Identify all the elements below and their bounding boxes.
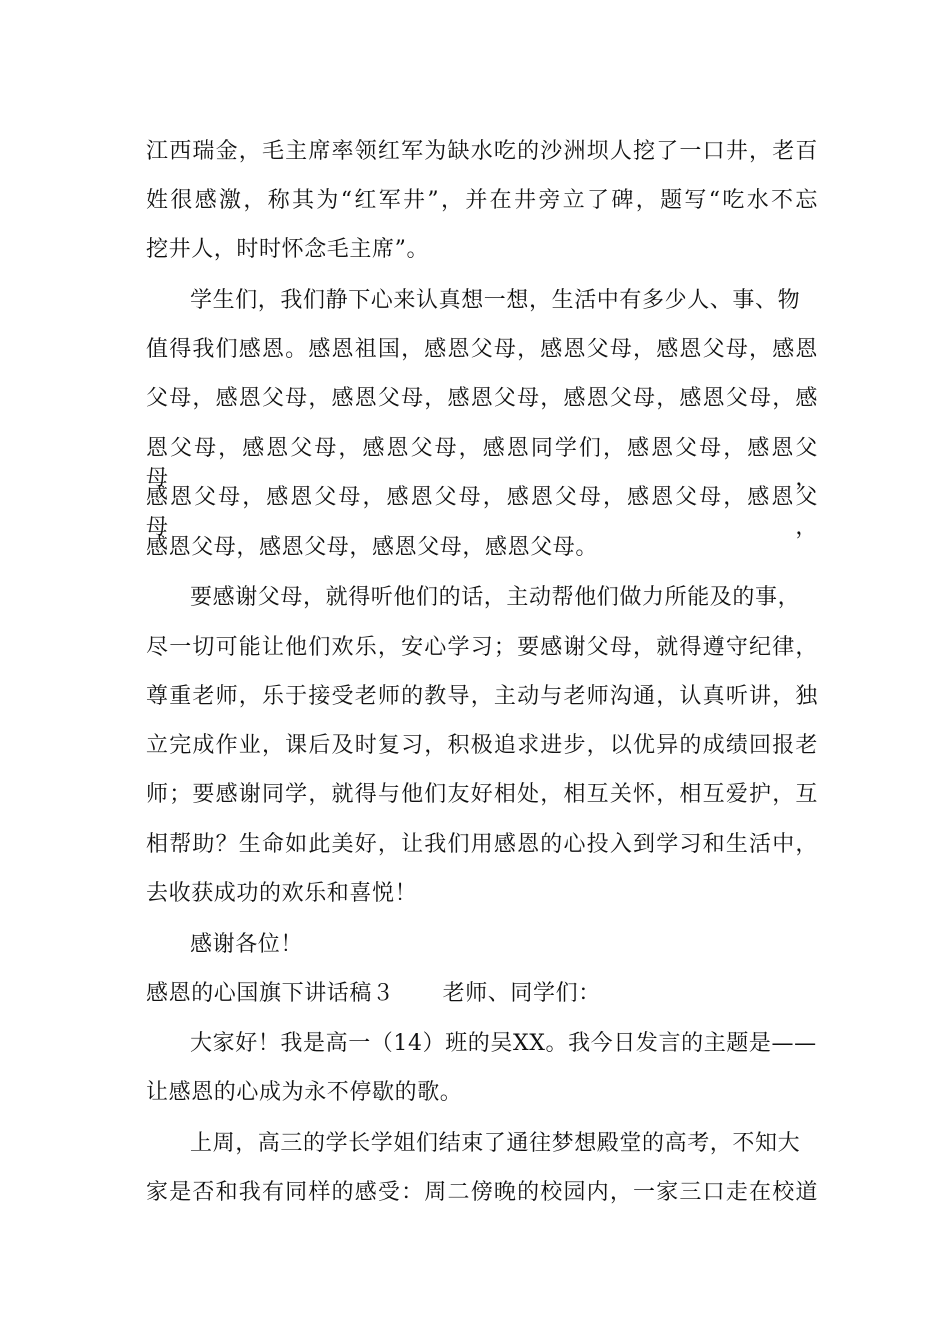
text-line: 学生们，我们静下心来认真想一想，生活中有多少人、事、物 (190, 288, 801, 313)
text-line: 姓很感激，称其为“红军井”，并在井旁立了碑，题写“吃水不忘 (146, 188, 818, 213)
text-line: 要感谢父母，就得听他们的话，主动帮他们做力所能及的事， (190, 585, 801, 610)
text-line: 恩父母，感恩父母，感恩父母，感恩同学们，感恩父母，感恩父母， (146, 436, 818, 491)
text-line: 尊重老师，乐于接受老师的教导，主动与老师沟通，认真听讲，独 (146, 684, 818, 709)
text-line: 相帮助？生命如此美好，让我们用感恩的心投入到学习和生活中， (146, 832, 818, 857)
closing-line: 感谢各位！ (190, 932, 304, 957)
text-line: 值得我们感恩。感恩祖国，感恩父母，感恩父母，感恩父母，感恩 (146, 337, 818, 362)
text-line: 大家好！我是高一（14）班的吴XX。我今日发言的主题是—— (190, 1031, 817, 1056)
text-line: 家是否和我有同样的感受：周二傍晚的校园内，一家三口走在校道 (146, 1180, 818, 1205)
text-line: 父母，感恩父母，感恩父母，感恩父母，感恩父母，感恩父母，感 (146, 386, 818, 411)
text-line: 师；要感谢同学，就得与他们友好相处，相互关怀，相互爱护，互 (146, 782, 818, 807)
salutation: 老师、同学们： (442, 981, 601, 1006)
text-line: 尽一切可能让他们欢乐，安心学习；要感谢父母，就得遵守纪律， (146, 635, 818, 660)
text-line: 感恩父母，感恩父母，感恩父母，感恩父母，感恩父母，感恩父母， (146, 485, 818, 540)
text-line: 立完成作业，课后及时复习，积极追求进步，以优异的成绩回报老 (146, 733, 818, 758)
text-line: 让感恩的心成为永不停歇的歌。 (146, 1080, 463, 1105)
section-title: 感恩的心国旗下讲话稿３ (146, 981, 395, 1006)
text-line: 去收获成功的欢乐和喜悦！ (146, 881, 418, 906)
section-heading (146, 979, 601, 1009)
text-line: 江西瑞金，毛主席率领红军为缺水吃的沙洲坝人挖了一口井，老百 (146, 139, 818, 164)
text-line: 感恩父母，感恩父母，感恩父母，感恩父母。 (146, 535, 599, 560)
text-line: 上周，高三的学长学姐们结束了通往梦想殿堂的高考，不知大 (190, 1131, 801, 1156)
text-line: 挖井人，时时怀念毛主席”。 (146, 237, 430, 262)
